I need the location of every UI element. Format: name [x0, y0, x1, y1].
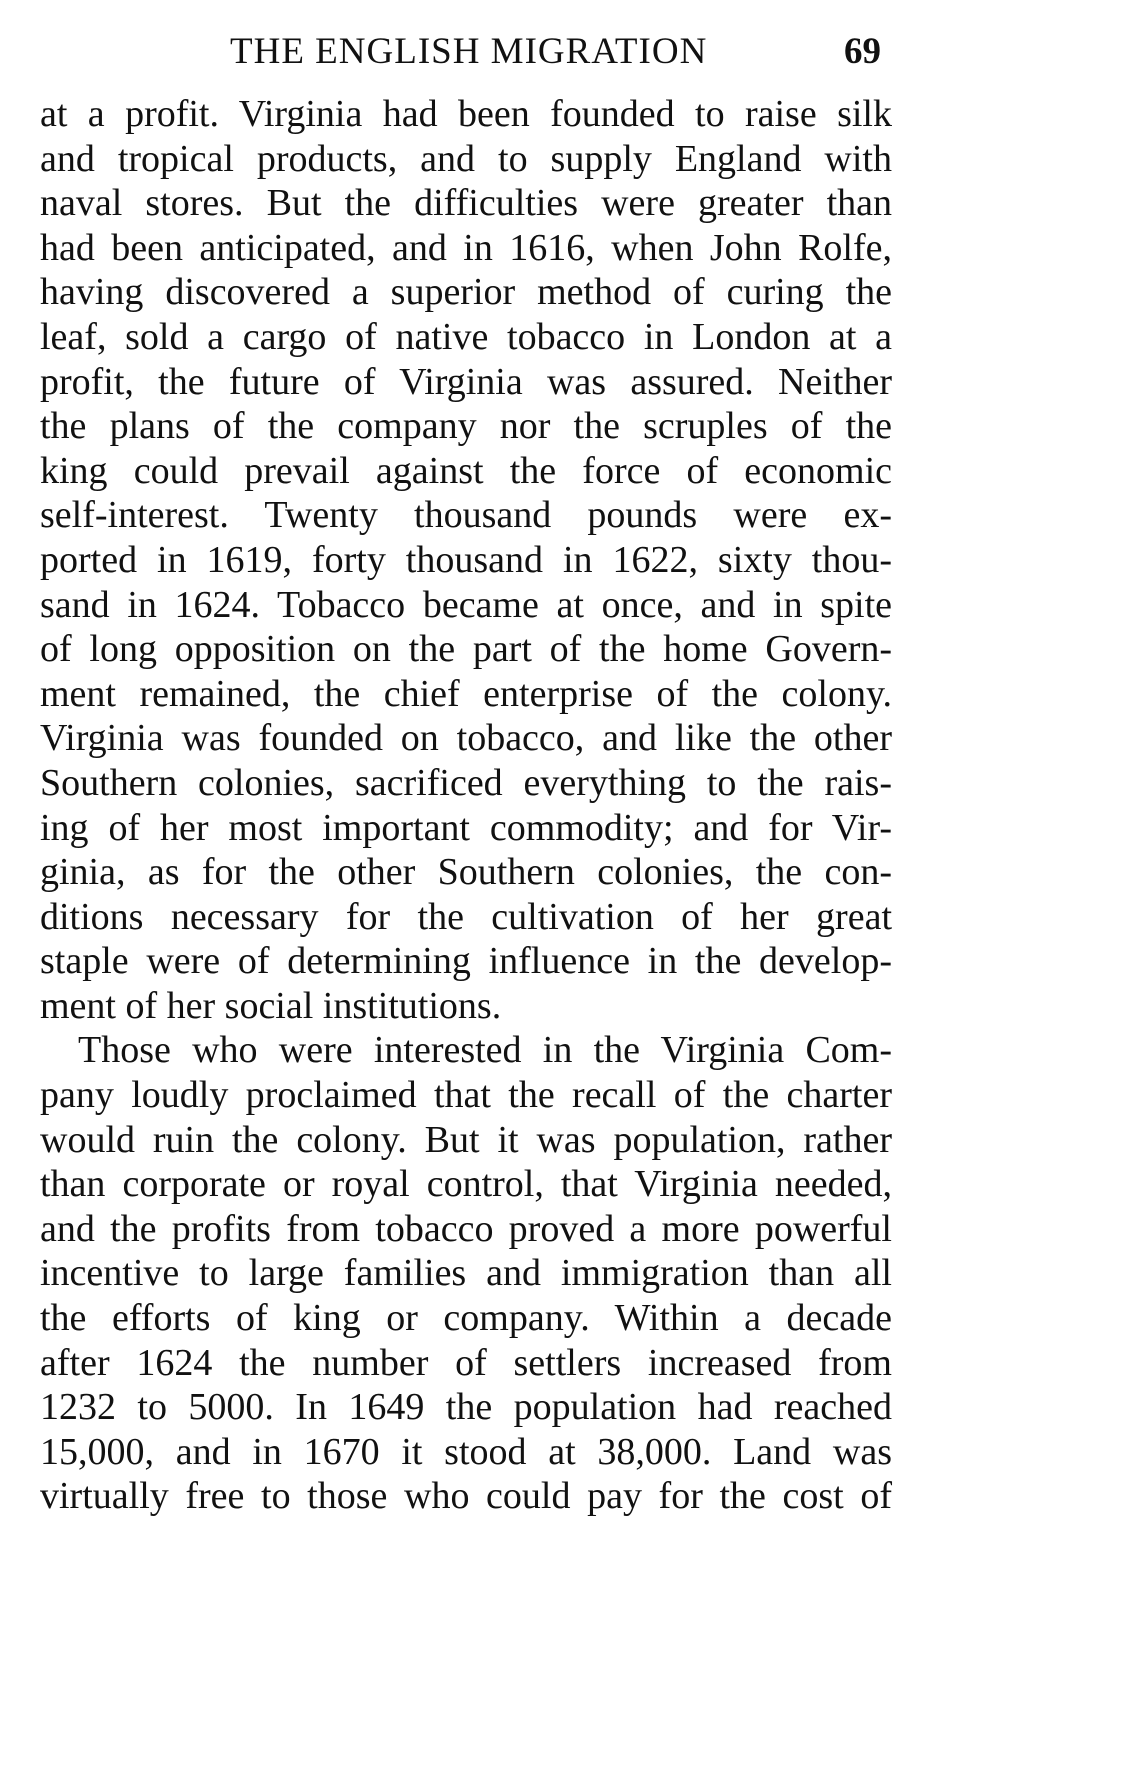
text-line: self-interest. Twenty thousand pounds were ex-: [40, 494, 892, 537]
text-line: had been anticipated, and in 1616, when John Rolfe,: [40, 226, 892, 269]
text-line: than corporate or royal control, that Virginia needed,: [40, 1163, 892, 1206]
body-text: [40, 92, 892, 1519]
text-line: staple were of determining influence in the develop-: [40, 940, 892, 983]
page-number: 69: [844, 31, 881, 72]
paragraph-2: [40, 1028, 892, 1519]
text-line: ginia, as for the other Southern colonies, the con-: [40, 851, 892, 894]
text-line: and tropical products, and to supply England with: [40, 137, 892, 180]
text-line: the efforts of king or company. Within a decade: [40, 1297, 892, 1340]
text-line: at a profit. Virginia had been founded to raise silk: [40, 93, 892, 135]
text-line: and the profits from tobacco proved a more powerful: [40, 1207, 892, 1250]
text-line: would ruin the colony. But it was population, rather: [40, 1118, 892, 1161]
text-line: virtually free to those who could pay for the cost of: [40, 1475, 892, 1518]
text-line: incentive to large families and immigration than all: [40, 1252, 892, 1295]
text-line: Virginia was founded on tobacco, and like the other: [40, 717, 892, 760]
text-line: having discovered a superior method of curing the: [40, 271, 892, 314]
text-line: king could prevail against the force of economic: [40, 449, 892, 492]
text-line: ing of her most important commodity; and for Vir-: [40, 806, 892, 849]
text-line: Southern colonies, sacrificed everything to the rais-: [40, 761, 892, 804]
text-line: Those who were interested in the Virginia Com-: [78, 1029, 892, 1072]
text-line: pany loudly proclaimed that the recall of the charter: [40, 1074, 892, 1117]
text-line: sand in 1624. Tobacco became at once, and in spite: [40, 583, 892, 626]
text-line: 15,000, and in 1670 it stood at 38,000. Land was: [40, 1430, 892, 1473]
text-line: ported in 1619, forty thousand in 1622, sixty thou-: [40, 538, 892, 581]
text-line: after 1624 the number of settlers increased from: [40, 1341, 892, 1384]
text-line: 1232 to 5000. In 1649 the population had reached: [40, 1386, 892, 1429]
text-line: of long opposition on the part of the home Govern-: [40, 628, 892, 671]
paragraph-1: [40, 92, 892, 1028]
text-line: profit, the future of Virginia was assured. Neither: [40, 360, 892, 403]
text-line: ment of her social institutions.: [40, 984, 502, 1027]
running-head: THE ENGLISH MIGRATION: [230, 31, 708, 72]
page-header: [40, 26, 1000, 78]
text-line: ditions necessary for the cultivation of her great: [40, 895, 892, 938]
text-line: leaf, sold a cargo of native tobacco in London at a: [40, 315, 892, 358]
text-line: ment remained, the chief enterprise of the colony.: [40, 672, 892, 715]
text-line: naval stores. But the difficulties were greater than: [40, 182, 892, 225]
text-line: the plans of the company nor the scruples of the: [40, 405, 892, 448]
